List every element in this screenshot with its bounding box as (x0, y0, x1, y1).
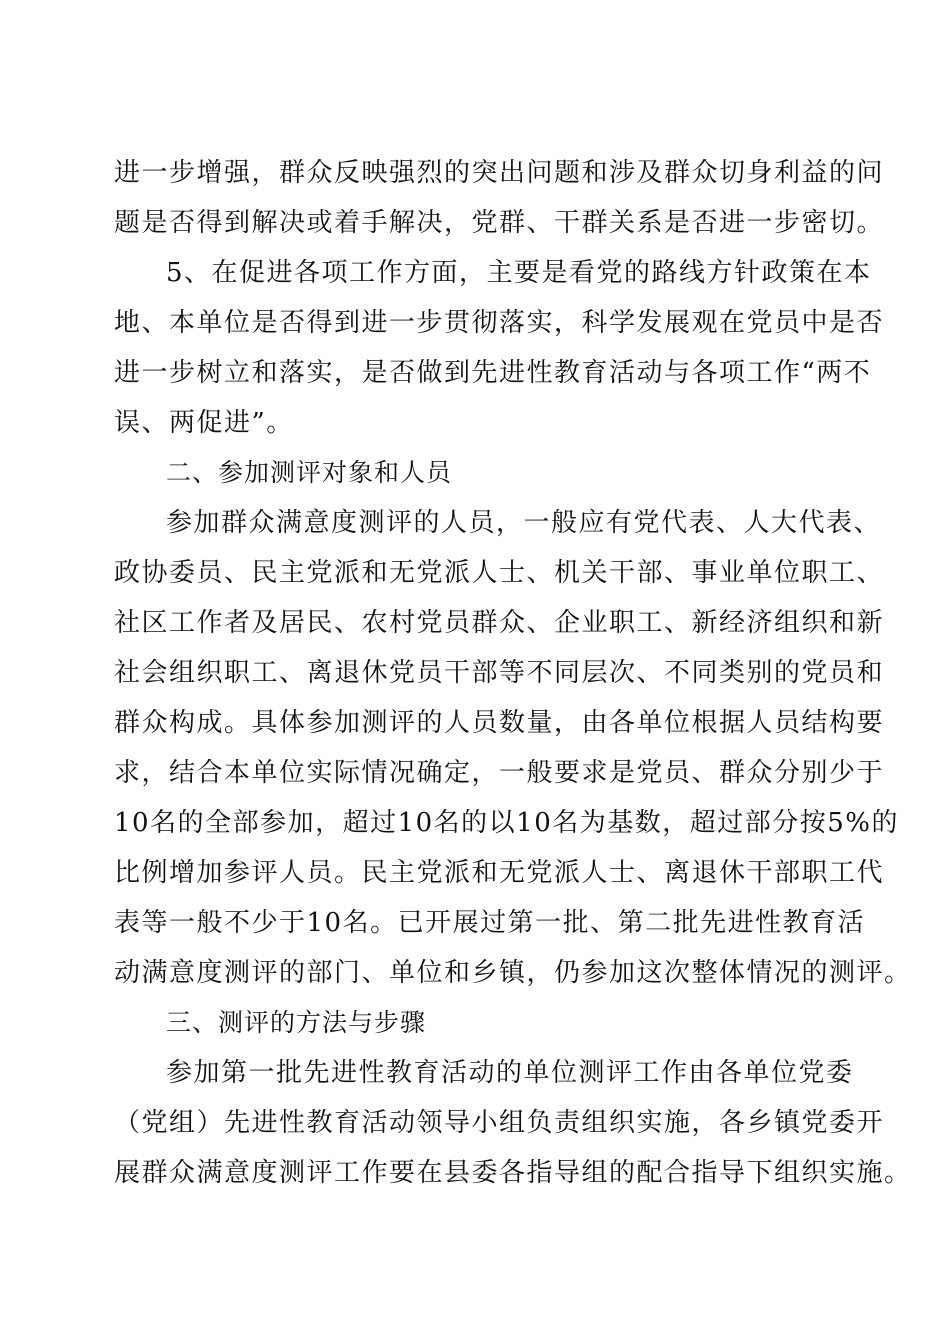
text-line: 社区工作者及居民、农村党员群众、企业职工、新经济组织和新 (114, 608, 885, 638)
text-line: 政协委员、民主党派和无党派人士、机关干部、事业单位职工、 (114, 558, 885, 588)
paragraph-item-5 (114, 248, 885, 448)
text-line: 地、本单位是否得到进一步贯彻落实，科学发展观在党员中是否 (114, 308, 885, 338)
text-line: 求，结合本单位实际情况确定，一般要求是党员、群众分别少于 (114, 758, 885, 788)
text-line: 表等一般不少于10名。已开展过第一批、第二批先进性教育活 (114, 908, 866, 938)
text-line: 5、在促进各项工作方面，主要是看党的路线方针政策在本 (166, 258, 872, 288)
section-heading-2: 二、参加测评对象和人员 (166, 458, 453, 487)
text-line: 题是否得到解决或着手解决，党群、干群关系是否进一步密切。 (114, 208, 885, 238)
section-heading-3: 三、测评的方法与步骤 (166, 1008, 427, 1037)
text-line: 10名的全部参加，超过10名的以10名为基数，超过部分按5%的 (114, 808, 899, 838)
paragraph-continuation (114, 148, 885, 248)
text-line: 参加群众满意度测评的人员，一般应有党代表、人大代表、 (166, 508, 882, 538)
text-line: 展群众满意度测评工作要在县委各指导组的配合指导下组织实施。 (114, 1158, 912, 1188)
text-line: 社会组织职工、离退休党员干部等不同层次、不同类别的党员和 (114, 658, 885, 688)
document-body (114, 148, 912, 1198)
paragraph-methods (114, 1048, 912, 1198)
text-line: 动满意度测评的部门、单位和乡镇，仍参加这次整体情况的测评。 (114, 958, 912, 988)
text-line: 参加第一批先进性教育活动的单位测评工作由各单位党委 (166, 1058, 854, 1088)
text-line: （党组）先进性教育活动领导小组负责组织实施，各乡镇党委开 (114, 1108, 885, 1138)
paragraph-participants (114, 498, 912, 998)
text-line: 比例增加参评人员。民主党派和无党派人士、离退休干部职工代 (114, 858, 885, 888)
text-line: 进一步增强，群众反映强烈的突出问题和涉及群众切身利益的问 (114, 158, 885, 188)
text-line: 群众构成。具体参加测评的人员数量，由各单位根据人员结构要 (114, 708, 885, 738)
text-line: 进一步树立和落实，是否做到先进性教育活动与各项工作“两不 (114, 358, 872, 388)
text-line: 误、两促进”。 (114, 408, 294, 438)
